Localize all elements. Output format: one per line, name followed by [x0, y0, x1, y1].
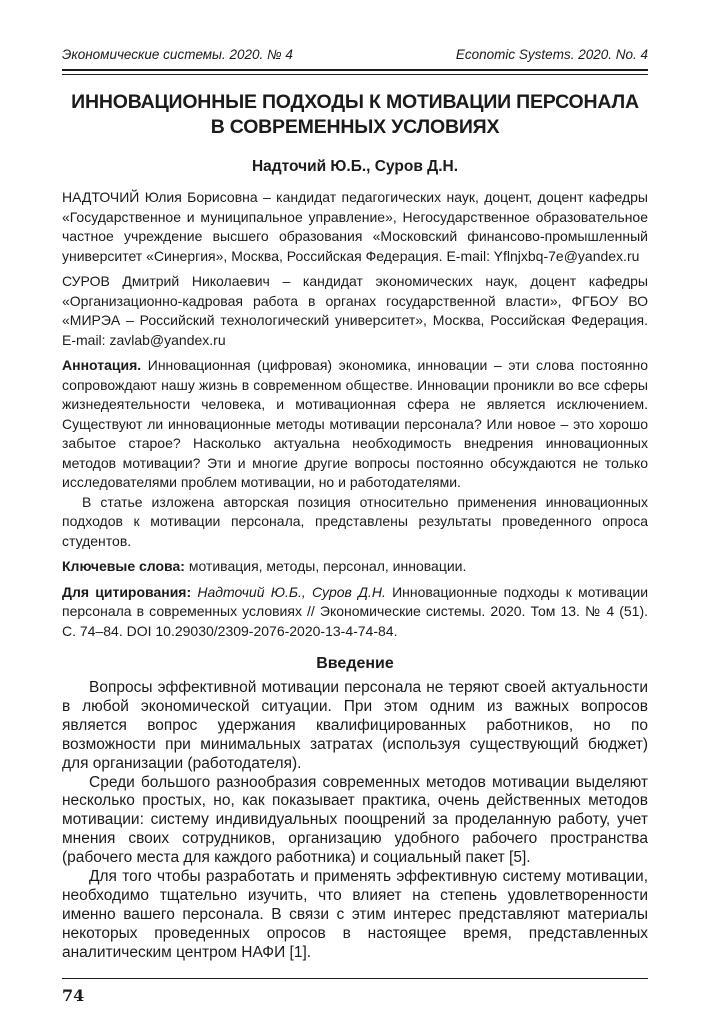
abstract-block [62, 356, 648, 551]
article-title-line-1: ИННОВАЦИОННЫЕ ПОДХОДЫ К МОТИВАЦИИ ПЕРСОНАЛА [71, 91, 639, 113]
abstract-text: Инновационная (цифровая) экономика, инновации – эти слова постоянно сопровождают нашу жизнь в современном обществе. Инновации проникли во все сферы жизнедеятельности человека, и мотивационная сфера не является исключением. Существуют ли инновационные методы мотивации персонала? Или новое – это хорошо забытое старое? Насколько актуальна необходимость внедрения инновационных методов мотивации? Эти и многие другие вопросы постоянно обсуждаются не только исследователями проблем мотивации, но и работодателями. [62, 357, 649, 490]
introduction-paragraph-2: Среди большого разнообразия современных методов мотивации выделяют несколько простых, но, как показывает практика, очень действенных методов мотивации: систему индивидуальных поощрений за проделанную работу, учет мнения своих сотрудников, организацию удобного рабочего пространства (рабочего места для каждого работника) и социальный пакет [5]. [62, 773, 648, 867]
author-bio-nadtochiy: НАДТОЧИЙ Юлия Борисовна – кандидат педагогических наук, доцент, доцент кафедры «Государственное и муниципальное управление», Негосударственное образовательное частное учреждение высшего образования «Московский финансово-промышленный университет «Синергия», Москва, Российская Федерация. E-mail: Yflnjxbq-7e@yandex.ru [62, 189, 648, 264]
authors-line: Надточий Ю.Б., Суров Д.Н. [251, 158, 459, 175]
running-head-right: Economic Systems. 2020. No. 4 [455, 47, 648, 62]
section-heading-introduction: Введение [316, 655, 394, 672]
introduction-paragraph-3: Для того чтобы разработать и применять эффективную систему мотивации, необходимо тщательно изучить, что влияет на степень удовлетворенности именно вашего персонала. В связи с этим интерес представляют материалы некоторых проведенных опросов в настоящее время, представленных аналитическим центром НАФИ [1]. [62, 868, 648, 961]
keywords-line [62, 557, 648, 577]
introduction-text [62, 679, 648, 963]
keywords-text: мотивация, методы, персонал, инновации. [188, 558, 467, 574]
abstract-paragraph-2: В статье изложена авторская позиция относительно применения инновационных подходов к мотивации персонала, представлены результаты проведенного опроса студентов. [62, 493, 648, 549]
citation-authors: Надточий Ю.Б., Суров Д.Н. [197, 583, 386, 600]
citation-label: Для цитирования: [62, 583, 192, 600]
citation-line [62, 583, 648, 642]
running-head [62, 46, 648, 63]
article-title-line-2: В СОВРЕМЕННЫХ УСЛОВИЯХ [210, 116, 500, 138]
author-bio-surov: СУРОВ Дмитрий Николаевич – кандидат экономических наук, доцент кафедры «Организационно-кадровая работа в органах государственной власти», ФГБОУ ВО «МИРЭА – Российский технологический университет», Москва, Российская Федерация. E-mail: zavlab@yandex.ru [62, 273, 648, 348]
keywords-label: Ключевые слова: [62, 558, 185, 574]
header-double-rule [62, 69, 648, 75]
citation-text: Инновационные подходы к мотивации персонала в современных условиях // Экономические системы. 2020. Том 13. № 4 (51). С. 74–84. DOI 10.29030/2309-2076-2020-13-4-74-84. [62, 583, 649, 639]
article-title [62, 90, 648, 140]
footer-rule [62, 978, 648, 979]
abstract-paragraph-1 [62, 356, 648, 493]
introduction-paragraph-1: Вопросы эффективной мотивации персонала не теряют своей актуальности в любой экономической ситуации. При этом одним из важных вопросов является вопрос удержания квалифицированных работников, но по возможности при минимальных затратах (используя существующий бюджет) для организации (работодателя). [62, 679, 648, 772]
running-head-left: Экономические системы. 2020. № 4 [62, 47, 293, 62]
page-number: 74 [62, 985, 85, 1005]
abstract-label: Аннотация. [62, 357, 142, 373]
